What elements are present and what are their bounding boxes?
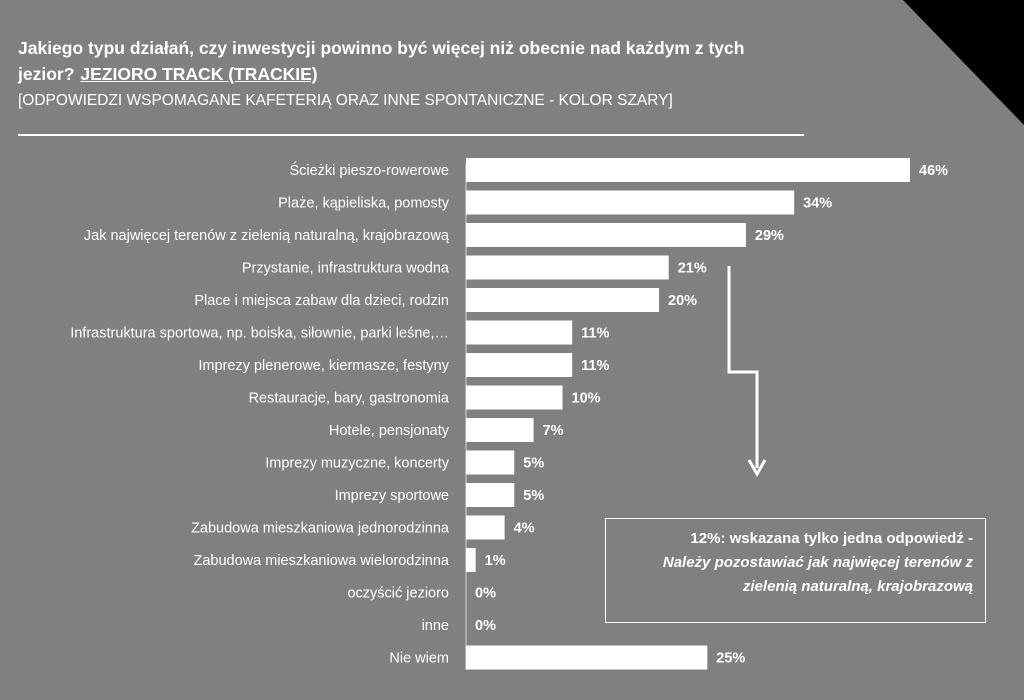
category-label: Infrastruktura sportowa, np. boiska, siłownie, parki leśne,…	[70, 325, 449, 342]
data-label: 1%	[484, 553, 506, 569]
category-label: oczyścić jezioro	[347, 585, 449, 602]
bar	[466, 191, 794, 215]
chart-title-prefix: jezior?	[18, 64, 75, 84]
data-label: 5%	[523, 455, 545, 472]
bar	[466, 386, 563, 410]
data-label: 11%	[581, 358, 610, 374]
category-label: Zabudowa mieszkaniowa wielorodzinna	[193, 553, 449, 569]
bar	[466, 256, 669, 280]
bar	[466, 516, 505, 540]
data-label: 21%	[677, 260, 707, 277]
data-label: 7%	[542, 423, 564, 439]
note-box	[605, 518, 986, 623]
category-label: Nie wiem	[389, 650, 449, 667]
bar	[466, 418, 534, 442]
bar	[466, 158, 910, 182]
data-label: 29%	[754, 228, 784, 244]
category-label: Place i miejsca zabaw dla dzieci, rodzin	[194, 293, 449, 309]
chart-title-line-1: Jakiego typu działań, czy inwestycji powinno być więcej niż obecnie nad każdym z tych	[18, 38, 745, 58]
data-label: 11%	[581, 325, 610, 342]
bar	[466, 451, 514, 475]
bar	[466, 288, 659, 312]
category-label: Imprezy sportowe	[334, 488, 449, 504]
category-label: inne	[421, 618, 449, 634]
data-label: 25%	[716, 650, 746, 667]
data-label: 10%	[571, 390, 601, 407]
data-label: 46%	[919, 163, 949, 179]
category-label: Hotele, pensjonaty	[328, 423, 449, 439]
bar	[466, 223, 746, 247]
category-label: Ścieżki pieszo-rowerowe	[289, 163, 449, 179]
arrow-connector	[729, 266, 765, 474]
bar	[466, 353, 572, 377]
data-label: 5%	[523, 488, 545, 504]
note-line-1: 12%: wskazana tylko jedna odpowiedź -	[690, 530, 973, 547]
note-line-2: Należy pozostawiać jak najwięcej terenów z zielenią naturalną, krajobrazową	[662, 554, 973, 595]
category-label: Imprezy muzyczne, koncerty	[265, 455, 449, 472]
data-label: 0%	[475, 585, 496, 602]
arrow-line	[729, 266, 757, 468]
bar	[466, 321, 572, 345]
lake-name: JEZIORO TRACK (TRACKIE)	[80, 64, 318, 84]
category-label: Jak najwięcej terenów z zielenią naturalną, krajobrazową	[83, 228, 449, 244]
category-label: Zabudowa mieszkaniowa jednorodzinna	[191, 520, 449, 537]
data-label: 4%	[513, 520, 535, 537]
category-label: Imprezy plenerowe, kiermasze, festyny	[198, 358, 449, 374]
data-label: 0%	[475, 618, 496, 634]
category-label: Przystanie, infrastruktura wodna	[241, 260, 449, 277]
bar	[466, 548, 476, 572]
chart-subtitle: [ODPOWIEDZI WSPOMAGANE KAFETERIĄ ORAZ INNE SPONTANICZNE - KOLOR SZARY]	[18, 92, 673, 109]
category-label: Restauracje, bary, gastronomia	[248, 390, 449, 407]
data-label: 20%	[668, 293, 698, 309]
bar	[466, 646, 707, 670]
data-label: 34%	[803, 195, 833, 212]
bar	[466, 483, 514, 507]
category-label: Plaże, kąpieliska, pomosty	[278, 195, 449, 212]
